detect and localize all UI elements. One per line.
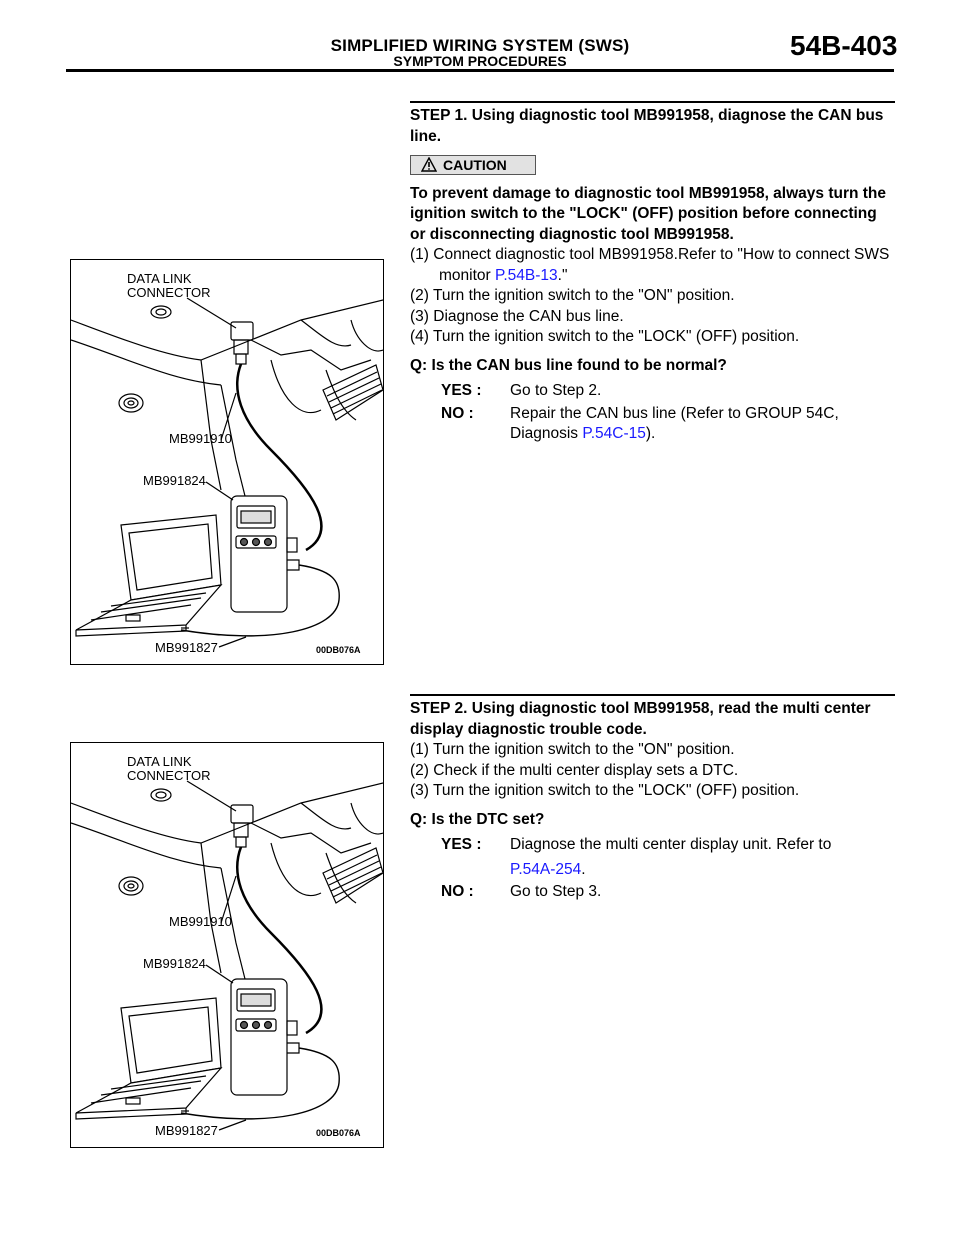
step2-answer-yes — [437, 835, 895, 880]
fig2-label-usb: MB991827 — [155, 1123, 218, 1138]
caution-text: To prevent damage to diagnostic tool MB991958, always turn the ignition switch to the "LOCK" (OFF) position before connecting or disconnecting diagnostic tool MB991958. — [410, 184, 887, 243]
fig2-label-tool: MB991824 — [143, 956, 206, 971]
yes-text: Go to Step 2. — [510, 382, 602, 399]
no-text-2: Go to Step 3. — [510, 883, 602, 900]
fig2-code: 00DB076A — [316, 1128, 361, 1138]
fig1-label-connector-1: DATA LINK — [127, 271, 192, 286]
fig2-label-cable: MB991910 — [169, 914, 232, 929]
step2-block — [410, 694, 895, 903]
yes-label: YES : — [441, 382, 482, 399]
caution-box — [410, 155, 536, 175]
page-number: 54B-403 — [790, 30, 898, 61]
step2-heading: STEP 2. Using diagnostic tool MB991958, read the multi center display diagnostic trouble code. — [410, 700, 871, 738]
figure-2 — [70, 742, 384, 1148]
section-subtitle: SYMPTOM PROCEDURES — [393, 53, 567, 69]
step2-rule — [410, 694, 895, 696]
step1-block — [410, 101, 895, 445]
diagnostic-connection-diagram-2 — [71, 743, 383, 1147]
step2-proc-3: (3) Turn the ignition switch to the "LOCK" (OFF) position. — [410, 782, 800, 799]
fig1-label-cable: MB991910 — [169, 431, 232, 446]
step2-question: Q: Is the DTC set? — [410, 810, 545, 828]
step1-question: Q: Is the CAN bus line found to be normal? — [410, 356, 727, 374]
fig1-label-connector-2: CONNECTOR — [127, 285, 211, 300]
step1-proc-1-end: ." — [557, 266, 568, 284]
step1-heading: STEP 1. Using diagnostic tool MB991958, diagnose the CAN bus line. — [410, 107, 884, 145]
fig1-label-tool: MB991824 — [143, 473, 206, 488]
step2-answer-no — [437, 882, 895, 903]
step1-proc-3: (3) Diagnose the CAN bus line. — [410, 307, 624, 325]
warning-icon — [421, 157, 437, 172]
step1-proc-2: (2) Turn the ignition switch to the "ON" position. — [410, 287, 735, 304]
fig2-label-connector-1: DATA LINK — [127, 754, 192, 769]
no-label: NO : — [441, 404, 474, 422]
fig1-label-usb: MB991827 — [155, 640, 218, 655]
fig2-label-connector-2: CONNECTOR — [127, 768, 211, 783]
yes-label-2: YES : — [441, 836, 482, 853]
section-title: SIMPLIFIED WIRING SYSTEM (SWS) — [330, 36, 630, 55]
yes-text-2: Diagnose the multi center display unit. Refer to — [510, 836, 832, 853]
step1-answer-no — [437, 404, 895, 445]
diagnostic-connection-diagram-1 — [71, 260, 383, 664]
figure-1 — [70, 259, 384, 665]
no-label-2: NO : — [441, 883, 474, 900]
step1-rule — [410, 101, 895, 103]
yes-end-2: . — [581, 860, 586, 878]
link-p54b-13[interactable]: P.54B-13 — [495, 266, 558, 284]
fig1-code: 00DB076A — [316, 645, 361, 655]
step1-proc-4: (4) Turn the ignition switch to the "LOCK" (OFF) position. — [410, 328, 800, 345]
step2-proc-2: (2) Check if the multi center display sets a DTC. — [410, 761, 739, 779]
step1-proc-1-text: (1) Connect diagnostic tool MB991958.Refer to "How to connect SWS monitor — [410, 246, 890, 284]
step1-answer-yes — [437, 381, 895, 402]
link-p54a-254[interactable]: P.54A-254 — [510, 860, 582, 878]
step1-proc-1 — [410, 245, 895, 286]
no-end: ). — [645, 425, 656, 442]
caution-label: CAUTION — [443, 157, 507, 173]
link-p54c-15[interactable]: P.54C-15 — [582, 425, 646, 442]
step2-proc-1: (1) Turn the ignition switch to the "ON" position. — [410, 741, 735, 758]
no-text: Repair the CAN bus line (Refer to GROUP 54C, Diagnosis — [510, 404, 839, 442]
header-rule — [66, 69, 894, 72]
